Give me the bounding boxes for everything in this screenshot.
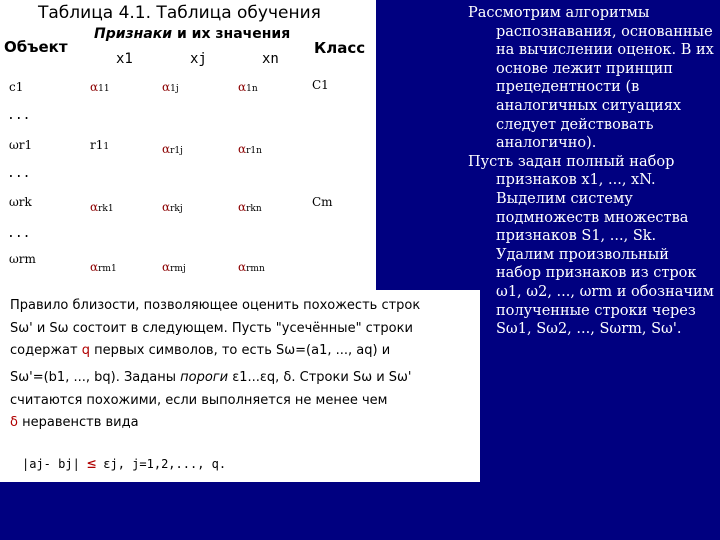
rule-line-6 — [10, 415, 139, 430]
ellipsis: ... — [7, 108, 31, 123]
alpha-symbol: α — [238, 80, 247, 94]
column-xn: xn — [262, 51, 279, 67]
rule-formula — [22, 454, 226, 472]
alpha-symbol: α — [162, 200, 171, 214]
value-cell — [162, 200, 183, 214]
row-object: c1 — [9, 80, 24, 94]
row-class: C1 — [312, 78, 329, 92]
alpha-symbol: α — [238, 200, 247, 214]
header-class: Класс — [314, 39, 366, 57]
row-object: ωrk — [9, 195, 32, 209]
row-object: ωrm — [9, 252, 36, 266]
rule-text: первых символов, то есть Sω=(a1, ..., aq) и — [90, 343, 391, 358]
rule-line-4 — [10, 370, 412, 385]
alpha-symbol: α — [238, 260, 247, 274]
rule-text: ε1...εq, δ. Строки Sω и Sω' — [228, 370, 412, 385]
rule-line-3 — [10, 343, 390, 358]
alpha-subscript: rm1 — [98, 264, 117, 274]
alpha-subscript: rk1 — [98, 204, 114, 214]
rule-delta: δ — [10, 415, 18, 430]
alpha-symbol: α — [162, 260, 171, 274]
value-cell — [90, 138, 109, 152]
training-table-image — [0, 0, 376, 290]
alpha-subscript: 1j — [170, 84, 179, 94]
rule-text: Sω'=(b1, ..., bq). Заданы — [10, 370, 181, 385]
rule-line-1: Правило близости, позволяющее оценить похожесть строк — [10, 298, 421, 313]
value-cell — [90, 200, 114, 214]
alpha-subscript: r1n — [246, 146, 262, 156]
header-features — [94, 26, 290, 42]
paragraph-2-text: Пусть задан полный набор признаков x1, ..., xN. Выделим систему подмножеств множества признаков S1, ..., Sk. Удалим произвольный набор признаков из строк ω1, ω2, ..., ωrm и обозначим полученные строки через Sω1, Sω2, ..., Sωrm, Sω'. — [468, 153, 714, 338]
value-cell — [162, 80, 179, 94]
alpha-symbol: α — [90, 80, 99, 94]
rule-line-2 — [10, 321, 413, 336]
rule-line-5: считаются похожими, если выполняется не менее чем — [10, 393, 388, 408]
alpha-symbol: α — [238, 142, 247, 156]
rule-text: состоит в следующем. Пусть "усечённые" строки — [68, 321, 413, 336]
alpha-subscript: 11 — [98, 84, 110, 94]
rule-strings: Sω' и Sω — [10, 321, 69, 336]
header-object: Объект — [4, 38, 68, 56]
column-xj: xj — [190, 51, 207, 67]
alpha-symbol: α — [90, 260, 99, 274]
ellipsis: ... — [7, 166, 31, 181]
value-cell — [162, 142, 183, 156]
rule-text: неравенств вида — [17, 415, 139, 430]
row-class: Cm — [312, 195, 333, 209]
alpha-subscript: 1n — [246, 84, 258, 94]
alpha-symbol: α — [90, 200, 99, 214]
value-cell — [238, 200, 262, 214]
proximity-rule-image — [0, 290, 480, 482]
rule-text: содержат — [10, 343, 82, 358]
ellipsis: ... — [7, 226, 31, 241]
row-object: ωr1 — [9, 138, 33, 152]
table-title: Таблица 4.1. Таблица обучения — [38, 3, 321, 23]
value-cell — [90, 80, 110, 94]
alpha-subscript: rkn — [246, 204, 262, 214]
paragraph-2 — [468, 153, 716, 339]
value-cell — [238, 142, 262, 156]
rule-q: q — [81, 343, 90, 358]
alpha-subscript: rmj — [170, 264, 186, 274]
alpha-subscript: r1j — [170, 146, 183, 156]
value-subscript: 1 — [103, 142, 110, 152]
rule-thresholds-word: пороги — [180, 370, 229, 385]
value-text: r1 — [90, 138, 104, 152]
explanation-text — [468, 4, 716, 339]
column-x1: x1 — [116, 51, 133, 67]
value-cell — [162, 260, 186, 274]
header-features-word: Признаки — [94, 26, 173, 42]
alpha-symbol: α — [162, 142, 171, 156]
value-cell — [238, 260, 265, 274]
alpha-subscript: rkj — [170, 204, 183, 214]
formula-left: |aj- bj| — [22, 457, 88, 471]
header-features-rest: и их значения — [172, 26, 291, 42]
value-cell — [90, 260, 117, 274]
formula-le-sign: ≤ — [87, 454, 97, 472]
alpha-symbol: α — [162, 80, 171, 94]
alpha-subscript: rmn — [246, 264, 265, 274]
paragraph-1 — [468, 4, 716, 153]
paragraph-1-text: Рассмотрим алгоритмы распознавания, основанные на вычислении оценок. В их основе лежит принцип прецедентности (в аналогичных ситуациях следует действовать аналогично). — [468, 5, 714, 152]
formula-right: εj, j=1,2,..., q. — [96, 457, 227, 471]
value-cell — [238, 80, 258, 94]
